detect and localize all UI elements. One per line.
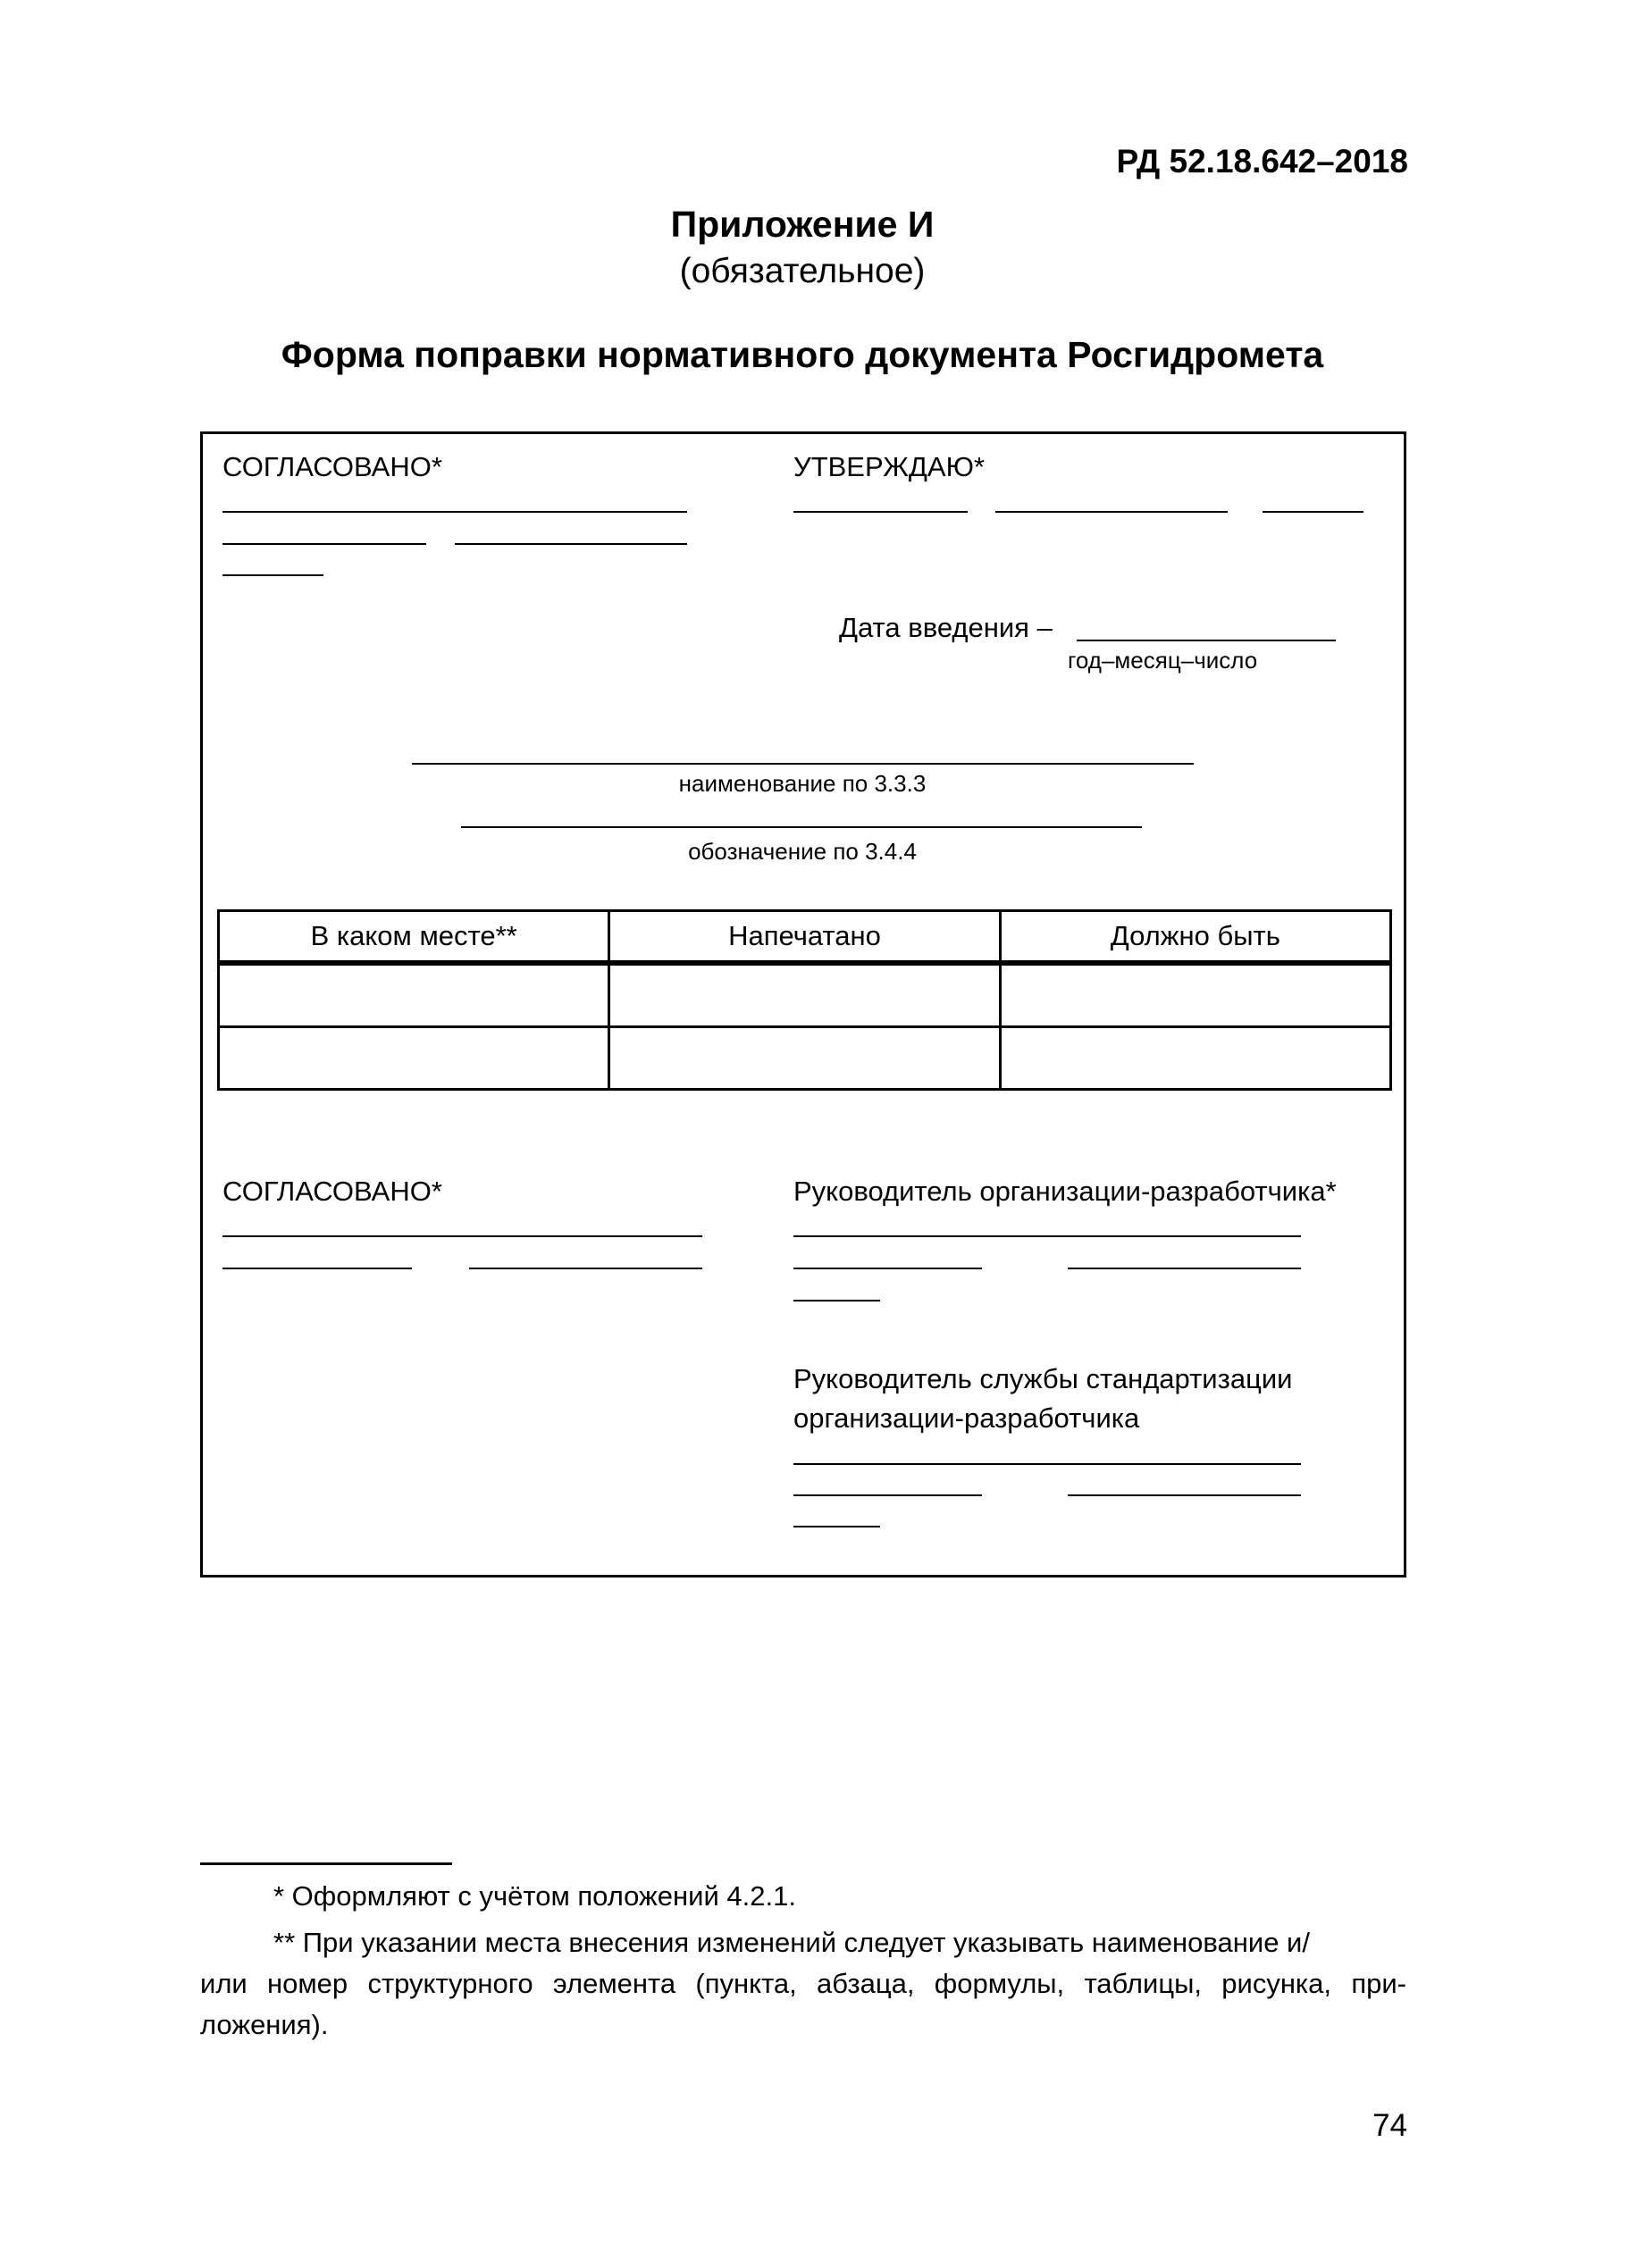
intro-date-label: Дата введения –: [839, 612, 1053, 643]
column-header-printed: Напечатано: [609, 911, 1000, 964]
intro-date-hint: год–месяц–число: [1068, 647, 1258, 674]
signature-line: [793, 1300, 880, 1301]
table-cell: [609, 1027, 1000, 1090]
amendment-table: [217, 909, 1392, 1091]
agreed-bottom-label: СОГЛАСОВАНО*: [222, 1176, 442, 1207]
page-number: 74: [1372, 2108, 1407, 2143]
signature-line: [222, 1235, 702, 1237]
head-developer-label: Руководитель организации-разработчика*: [793, 1176, 1337, 1207]
table-cell: [219, 1027, 609, 1090]
designation-line: [461, 826, 1142, 828]
footnote-2-cont: или номер структурного элемента (пункта, абзаца, формулы, таблицы, рисунка, при-: [200, 1968, 1406, 1999]
document-code: РД 52.18.642–2018: [1116, 143, 1408, 180]
signature-line: [793, 1235, 1301, 1237]
form-title: Форма поправки нормативного документа Росгидромета: [281, 334, 1324, 375]
signature-line: [1263, 511, 1363, 513]
footnote-rule: [200, 1862, 452, 1865]
table-cell: [1000, 963, 1390, 1027]
table-row: [219, 1027, 1391, 1090]
signature-line: [222, 543, 426, 545]
signature-line: [793, 1268, 982, 1269]
signature-line: [793, 1526, 880, 1527]
signature-line: [455, 543, 687, 545]
appendix-subtitle: (обязательное): [679, 252, 926, 290]
signature-line: [469, 1268, 702, 1269]
signature-line: [222, 1268, 412, 1269]
signature-line: [995, 511, 1228, 513]
table-cell: [219, 963, 609, 1027]
column-header-location: В каком месте**: [219, 911, 609, 964]
designation-hint: обозначение по 3.4.4: [688, 838, 917, 865]
table-cell: [609, 963, 1000, 1027]
appendix-title: Приложение И: [670, 204, 935, 245]
name-hint: наименование по 3.3.3: [678, 770, 927, 797]
footnote-2: ** При указании места внесения изменений следует указывать наименование и/: [273, 1927, 1310, 1958]
signature-line: [1068, 1494, 1301, 1496]
signature-line: [222, 574, 323, 576]
signature-line: [793, 1463, 1301, 1465]
signature-line: [793, 511, 968, 513]
signature-line: [793, 1494, 982, 1496]
table-row: [219, 963, 1391, 1027]
name-line: [412, 763, 1194, 765]
approve-label: УТВЕРЖДАЮ*: [793, 451, 985, 482]
footnote-1: * Оформляют с учётом положений 4.2.1.: [273, 1880, 796, 1912]
signature-line: [222, 511, 687, 513]
agreed-top-label: СОГЛАСОВАНО*: [222, 451, 442, 482]
head-standardization-label: Руководитель службы стандартизации: [793, 1363, 1293, 1394]
table-cell: [1000, 1027, 1390, 1090]
head-standardization-label-cont: организации-разработчика: [793, 1402, 1140, 1434]
column-header-should-be: Должно быть: [1000, 911, 1390, 964]
signature-line: [1068, 1268, 1301, 1269]
footnote-2-end: ложения).: [200, 2009, 329, 2040]
date-line: [1077, 640, 1336, 641]
